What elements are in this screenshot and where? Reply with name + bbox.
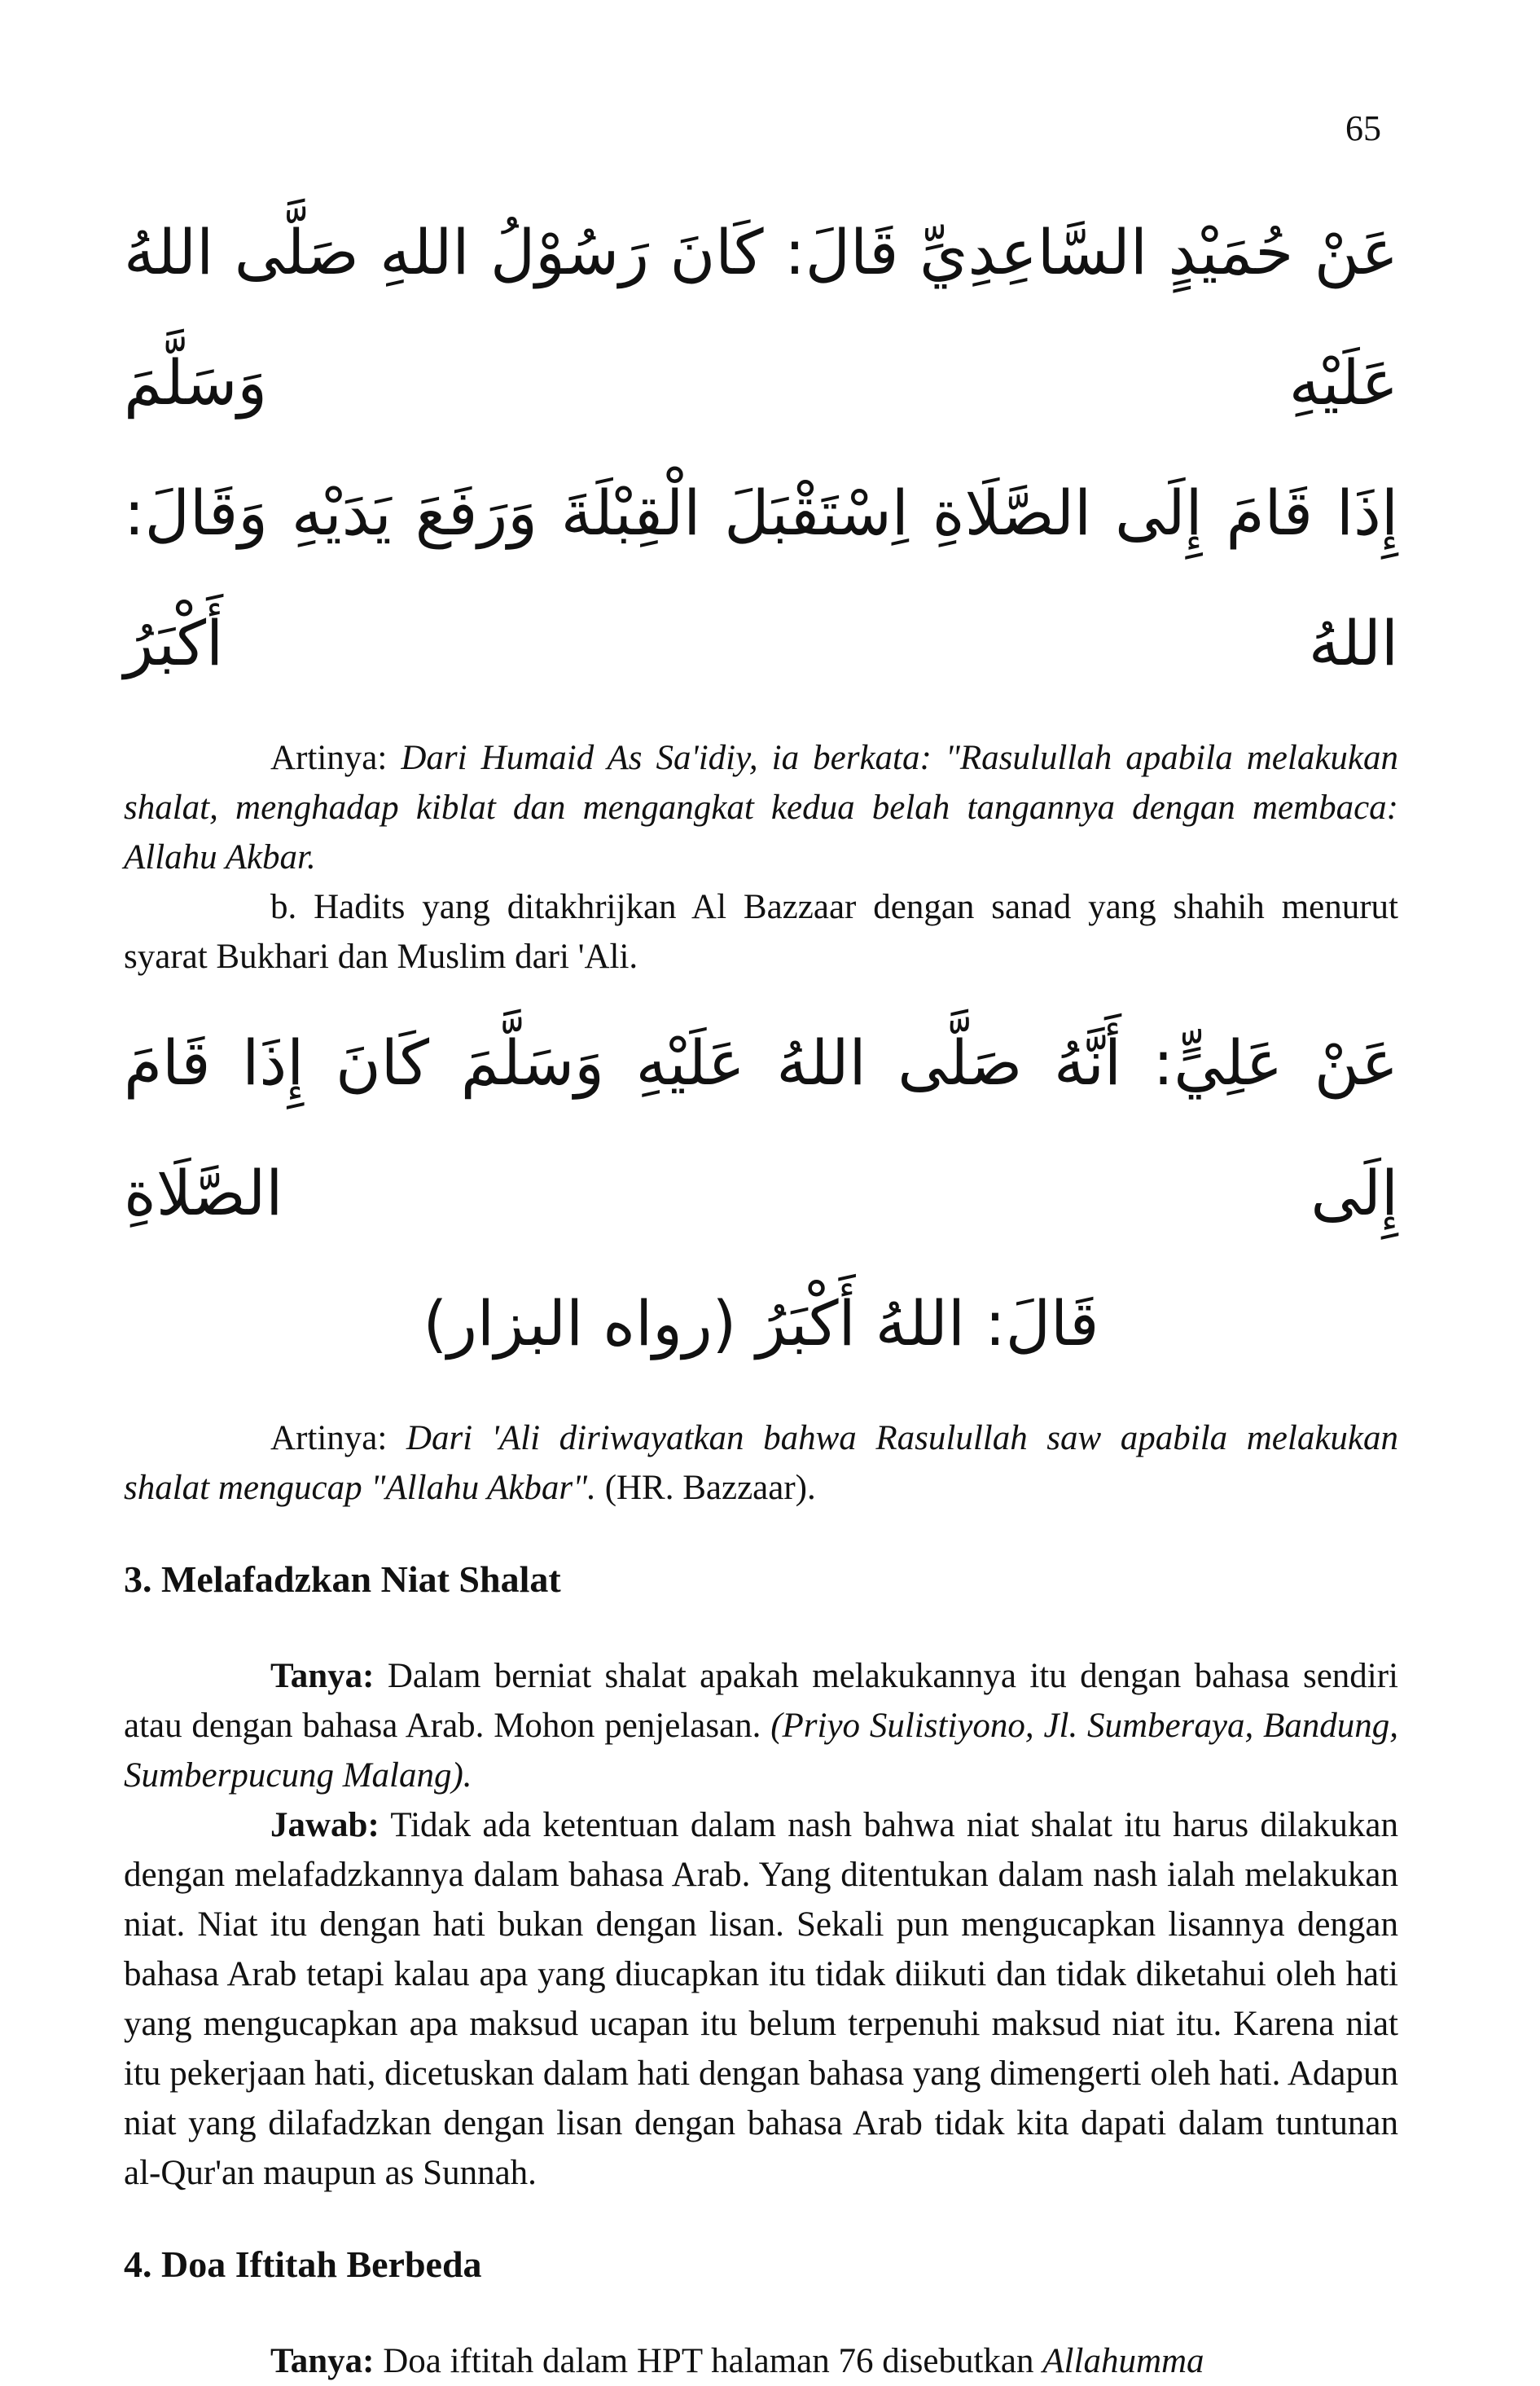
section-3-heading: 3. Melafadzkan Niat Shalat	[124, 1558, 561, 1600]
translation-1-prefix: Artinya:	[270, 739, 388, 777]
section-3-answer	[124, 1800, 1398, 2198]
arabic-hadith-2-line-1: عَنْ عَلِيٍّ: أَنَّهُ صَلَّى اللهُ عَلَيْهِ وَسَلَّمَ كَانَ إِذَا قَامَ إِلَى الصَّلَاةِ	[124, 1026, 1398, 1229]
page-content	[124, 187, 1398, 2386]
section-4-heading: 4. Doa Iftitah Berbeda	[124, 2243, 482, 2285]
translation-2	[124, 1413, 1398, 1513]
section-4-question	[124, 2336, 1398, 2386]
question-text: Dalam berniat shalat apakah melakukannya itu dengan bahasa sendiri atau dengan bahasa Arab. Mohon penjelasan.	[124, 1657, 1398, 1745]
translation-1	[124, 733, 1398, 882]
translation-1-text: Dari Humaid As Sa'idiy, ia berkata: "Rasulullah apabila melakukan shalat, menghadap kiblat dan mengangkat kedua belah tangannya dengan membaca: Allahu Akbar.	[124, 739, 1399, 877]
question-label: Tanya:	[270, 2342, 375, 2380]
section-3-question	[124, 1651, 1398, 1800]
hadith-b-paragraph: b. Hadits yang ditakhrijkan Al Bazzaar dengan sanad yang shahih menurut syarat Bukhari dan Muslim dari 'Ali.	[124, 888, 1398, 976]
translation-2-italic: Dari 'Ali diriwayatkan bahwa Rasulullah saw apabila melakukan shalat mengucap "Allahu Akbar".	[124, 1419, 1398, 1507]
arabic-hadith-1-line-2: إِذَا قَامَ إِلَى الصَّلَاةِ اِسْتَقْبَلَ الْقِبْلَةَ وَرَفَعَ يَدَيْهِ وَقَالَ: اللهُ أَكْبَرُ	[124, 477, 1398, 679]
question-italic: Allahumma	[1042, 2342, 1204, 2380]
translation-2-prefix: Artinya:	[270, 1419, 388, 1457]
question-source: (Priyo Sulistiyono, Jl. Sumberaya, Bandung, Sumberpucung Malang).	[124, 1707, 1398, 1795]
question-text: Doa iftitah dalam HPT halaman 76 disebutkan	[374, 2342, 1043, 2380]
answer-text: Tidak ada ketentuan dalam nash bahwa niat shalat itu harus dilakukan dengan melafadzkannya dalam bahasa Arab. Yang ditentukan dalam nash ialah melakukan niat. Niat itu dengan hati bukan dengan lisan. Sekali pun mengucapkan lisannya dengan bahasa Arab tetapi kalau apa yang diucapkan itu tidak diikuti dan tidak diketahui oleh hati yang mengucapkan apa maksud ucapan itu belum terpenuhi maksud niat itu. Karena niat itu pekerjaan hati, dicetuskan dalam hati dengan bahasa yang dimengerti oleh hati. Adapun niat yang dilafadzkan dengan lisan dengan bahasa Arab tidak kita dapati dalam tuntunan al-Qur'an maupun as Sunnah.	[124, 1806, 1398, 2192]
page-number: 65	[1345, 108, 1381, 148]
answer-label: Jawab:	[270, 1806, 380, 1844]
question-label: Tanya:	[270, 1657, 375, 1695]
arabic-hadith-1-line-1: عَنْ حُمَيْدٍ السَّاعِدِيِّ قَالَ: كَانَ رَسُوْلُ اللهِ صَلَّى اللهُ عَلَيْهِ وَسَلَّمَ	[124, 216, 1398, 419]
arabic-hadith-2-line-2: قَالَ: اللهُ أَكْبَرُ (رواه البزار)	[423, 1287, 1099, 1360]
translation-2-suffix: (HR. Bazzaar).	[595, 1469, 816, 1507]
